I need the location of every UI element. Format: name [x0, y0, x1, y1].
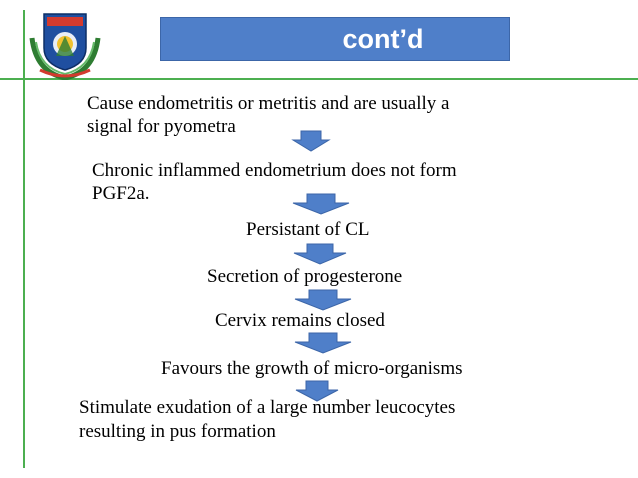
step-4-text: Secretion of progesterone [207, 266, 403, 287]
title-box [160, 17, 510, 61]
slide-title: cont’d [342, 23, 424, 54]
down-arrow-icon [293, 289, 353, 311]
down-arrow-icon [293, 332, 353, 354]
step-7-line-1: Stimulate exudation of a large number leucocytes [79, 397, 456, 418]
step-1-line-1: Cause endometritis or metritis and are usually a [87, 93, 450, 114]
step-2-line-1: Chronic inflammed endometrium does not form [92, 160, 457, 181]
step-5-text: Cervix remains closed [215, 310, 385, 331]
step-6-text: Favours the growth of micro-organisms [161, 358, 463, 379]
down-arrow-icon [291, 130, 331, 152]
down-arrow-icon [292, 243, 348, 265]
step-1-line-2: signal for pyometra [87, 116, 236, 137]
step-2-line-2: PGF2a. [92, 183, 150, 204]
university-crest-icon [26, 8, 104, 80]
step-3-text: Persistant of CL [246, 219, 370, 240]
down-arrow-icon [291, 193, 351, 215]
step-7-line-2: resulting in pus formation [79, 421, 276, 442]
